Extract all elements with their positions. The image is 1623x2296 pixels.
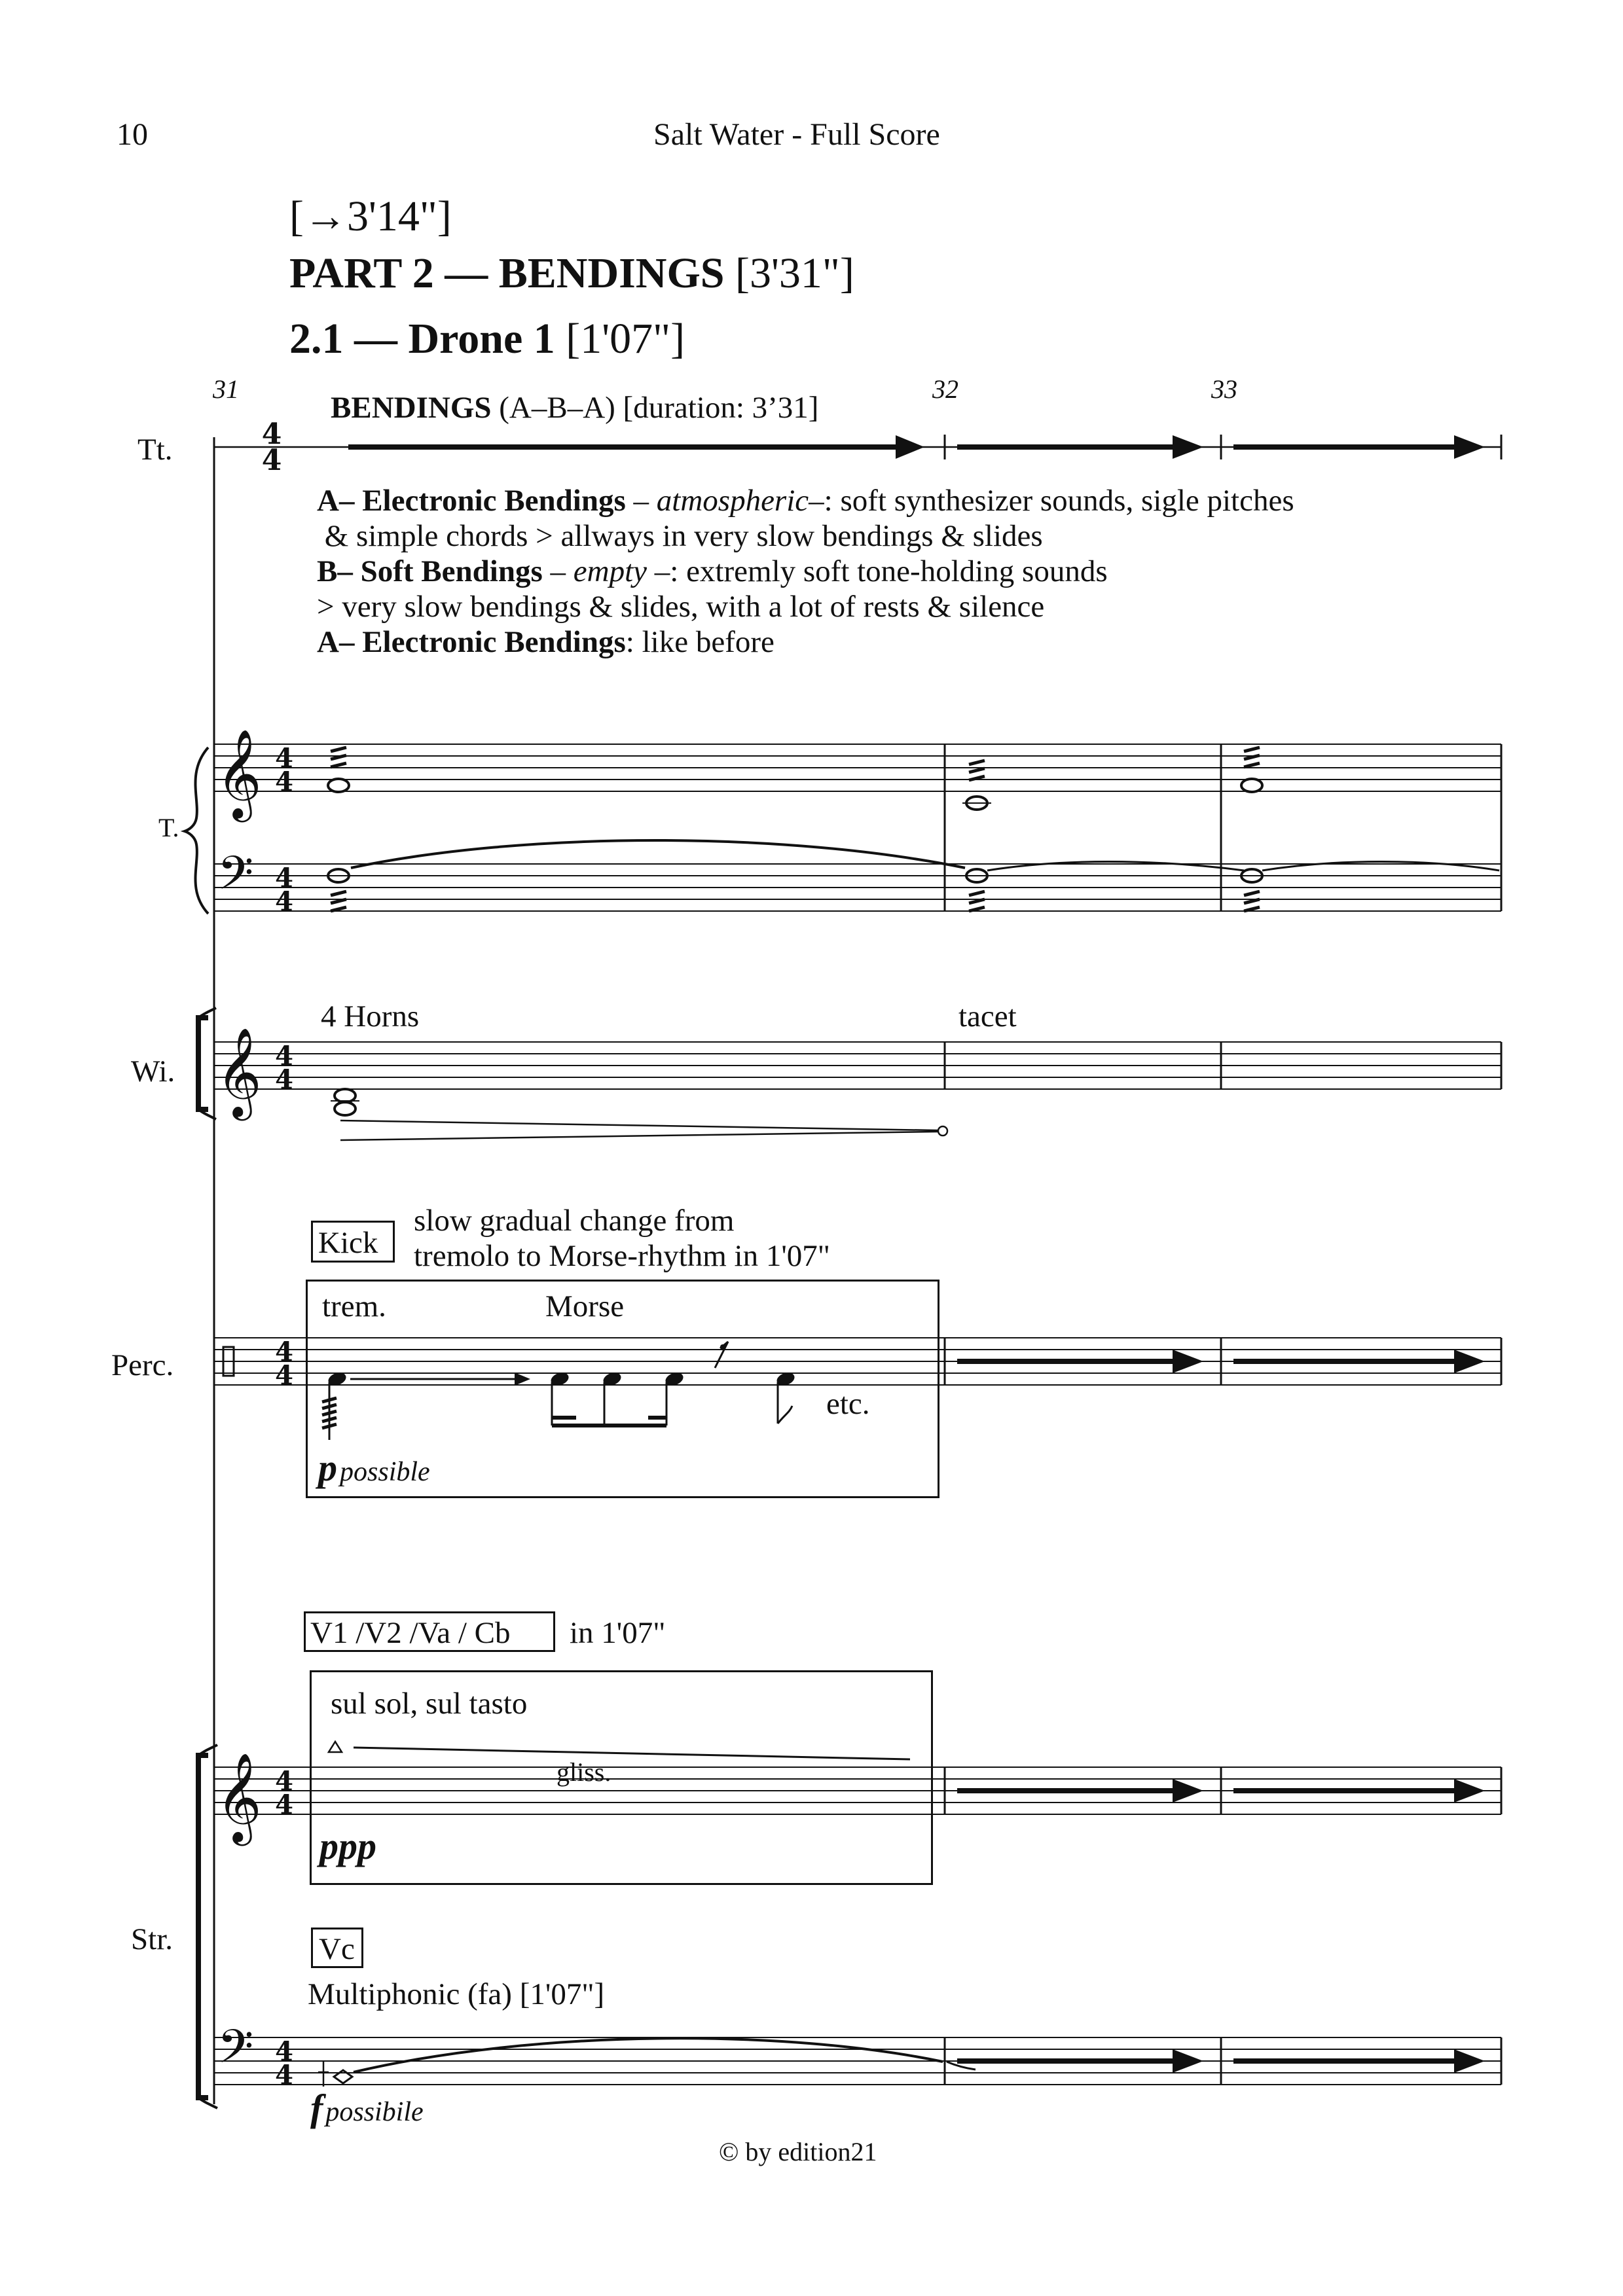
measure-number-31: 31 <box>213 374 239 404</box>
svg-text:4: 4 <box>261 418 282 451</box>
svg-text:𝄞: 𝄞 <box>216 728 262 818</box>
strings-cello-staff <box>214 2020 1501 2090</box>
etc-label: etc. <box>826 1387 870 1421</box>
strings-label: Str. <box>131 1922 173 1956</box>
svg-text:4: 4 <box>275 1360 293 1391</box>
percussion-description-2: tremolo to Morse-rhythm in 1'07" <box>414 1239 830 1273</box>
tape-staff <box>214 418 1501 477</box>
morse-label: Morse <box>545 1289 625 1323</box>
page-number: 10 <box>117 117 148 152</box>
kick-label: Kick <box>318 1226 378 1260</box>
measure-number-32: 32 <box>932 374 958 404</box>
copyright: © by edition21 <box>719 2137 877 2166</box>
instruction-rest: –: soft synthesizer sounds, sigle pitches <box>809 484 1294 518</box>
svg-text:𝄢: 𝄢 <box>217 2020 254 2085</box>
svg-text:𝄢: 𝄢 <box>217 846 254 912</box>
svg-text:4: 4 <box>275 1766 293 1797</box>
percussion-label: Perc. <box>111 1348 174 1382</box>
svg-text:4: 4 <box>275 1041 293 1071</box>
tape-instruction-line: & simple chords > allways in very slow bendings & slides <box>317 519 1043 553</box>
winds-horns-text: 4 Horns <box>321 999 420 1033</box>
instruction-bold: A– Electronic Bendings <box>317 625 626 659</box>
keys-label: T. <box>158 813 179 842</box>
svg-text:4: 4 <box>275 766 293 797</box>
instruction-sep: – <box>542 554 574 588</box>
dynamic-p: p <box>318 1446 337 1489</box>
percussion-description-1: slow gradual change from <box>414 1204 735 1238</box>
instruction-rest: : like before <box>625 625 775 659</box>
dynamic-f: f <box>310 2087 323 2129</box>
vc-label: Vc <box>319 1932 355 1966</box>
strings-upper-duration: in 1'07" <box>570 1616 666 1650</box>
tape-label: Tt. <box>137 433 173 467</box>
instruction-italic: atmospheric <box>656 484 809 518</box>
strings-upper-label: V1 /V2 /Va / Cb <box>310 1616 511 1650</box>
winds-tacet-text: tacet <box>958 999 1017 1033</box>
svg-text:4: 4 <box>275 886 293 917</box>
score-title: Salt Water - Full Score <box>653 117 940 152</box>
section-duration: [1'07"] <box>566 315 685 363</box>
instruction-italic: empty <box>573 554 647 588</box>
instruction-bold: A– Electronic Bendings <box>317 484 626 518</box>
percussion-staff <box>214 1336 1501 1440</box>
bendings-form: (A–B–A) [duration: 3’31] <box>499 391 819 425</box>
tape-instruction-line: > very slow bendings & slides, with a lot of rests & silence <box>317 590 1045 624</box>
svg-text:4: 4 <box>275 1336 293 1367</box>
svg-text:4: 4 <box>261 444 282 477</box>
strings-dynamic-ppp: ppp <box>319 1825 376 1867</box>
instruction-rest: –: extremly soft tone-holding sounds <box>647 554 1108 588</box>
keys-grand-staff <box>185 728 1501 917</box>
part-duration: [3'31"] <box>735 249 854 297</box>
svg-text:4: 4 <box>275 1064 293 1095</box>
trem-label: trem. <box>322 1289 386 1323</box>
technique-label: sul sol, sul tasto <box>331 1687 528 1721</box>
measure-number-33: 33 <box>1211 374 1237 404</box>
instruction-sep: – <box>625 484 657 518</box>
section-title: 2.1 — Drone 1 <box>289 315 555 363</box>
instruction-bold: B– Soft Bendings <box>317 554 543 588</box>
svg-text:4: 4 <box>275 2036 293 2067</box>
gliss-label: gliss. <box>556 1757 611 1787</box>
svg-text:4: 4 <box>275 1789 293 1820</box>
svg-text:4: 4 <box>275 2060 293 2090</box>
svg-text:𝄞: 𝄞 <box>216 1751 262 1842</box>
svg-text:4: 4 <box>275 743 293 774</box>
strings-upper-staff <box>214 1742 1501 1846</box>
bendings-title: BENDINGS <box>331 391 492 425</box>
dynamic-text: possible <box>340 1457 430 1487</box>
vc-multiphonic-text: Multiphonic (fa) [1'07"] <box>308 1977 605 2011</box>
timing-marker: [→3'14"] <box>289 192 452 240</box>
dynamic-text: possibile <box>325 2097 424 2127</box>
part-title: PART 2 — BENDINGS <box>289 249 725 297</box>
winds-staff <box>198 1008 1501 1140</box>
svg-text:4: 4 <box>275 863 293 893</box>
svg-text:𝄞: 𝄞 <box>216 1026 262 1117</box>
winds-label: Wi. <box>131 1054 175 1088</box>
